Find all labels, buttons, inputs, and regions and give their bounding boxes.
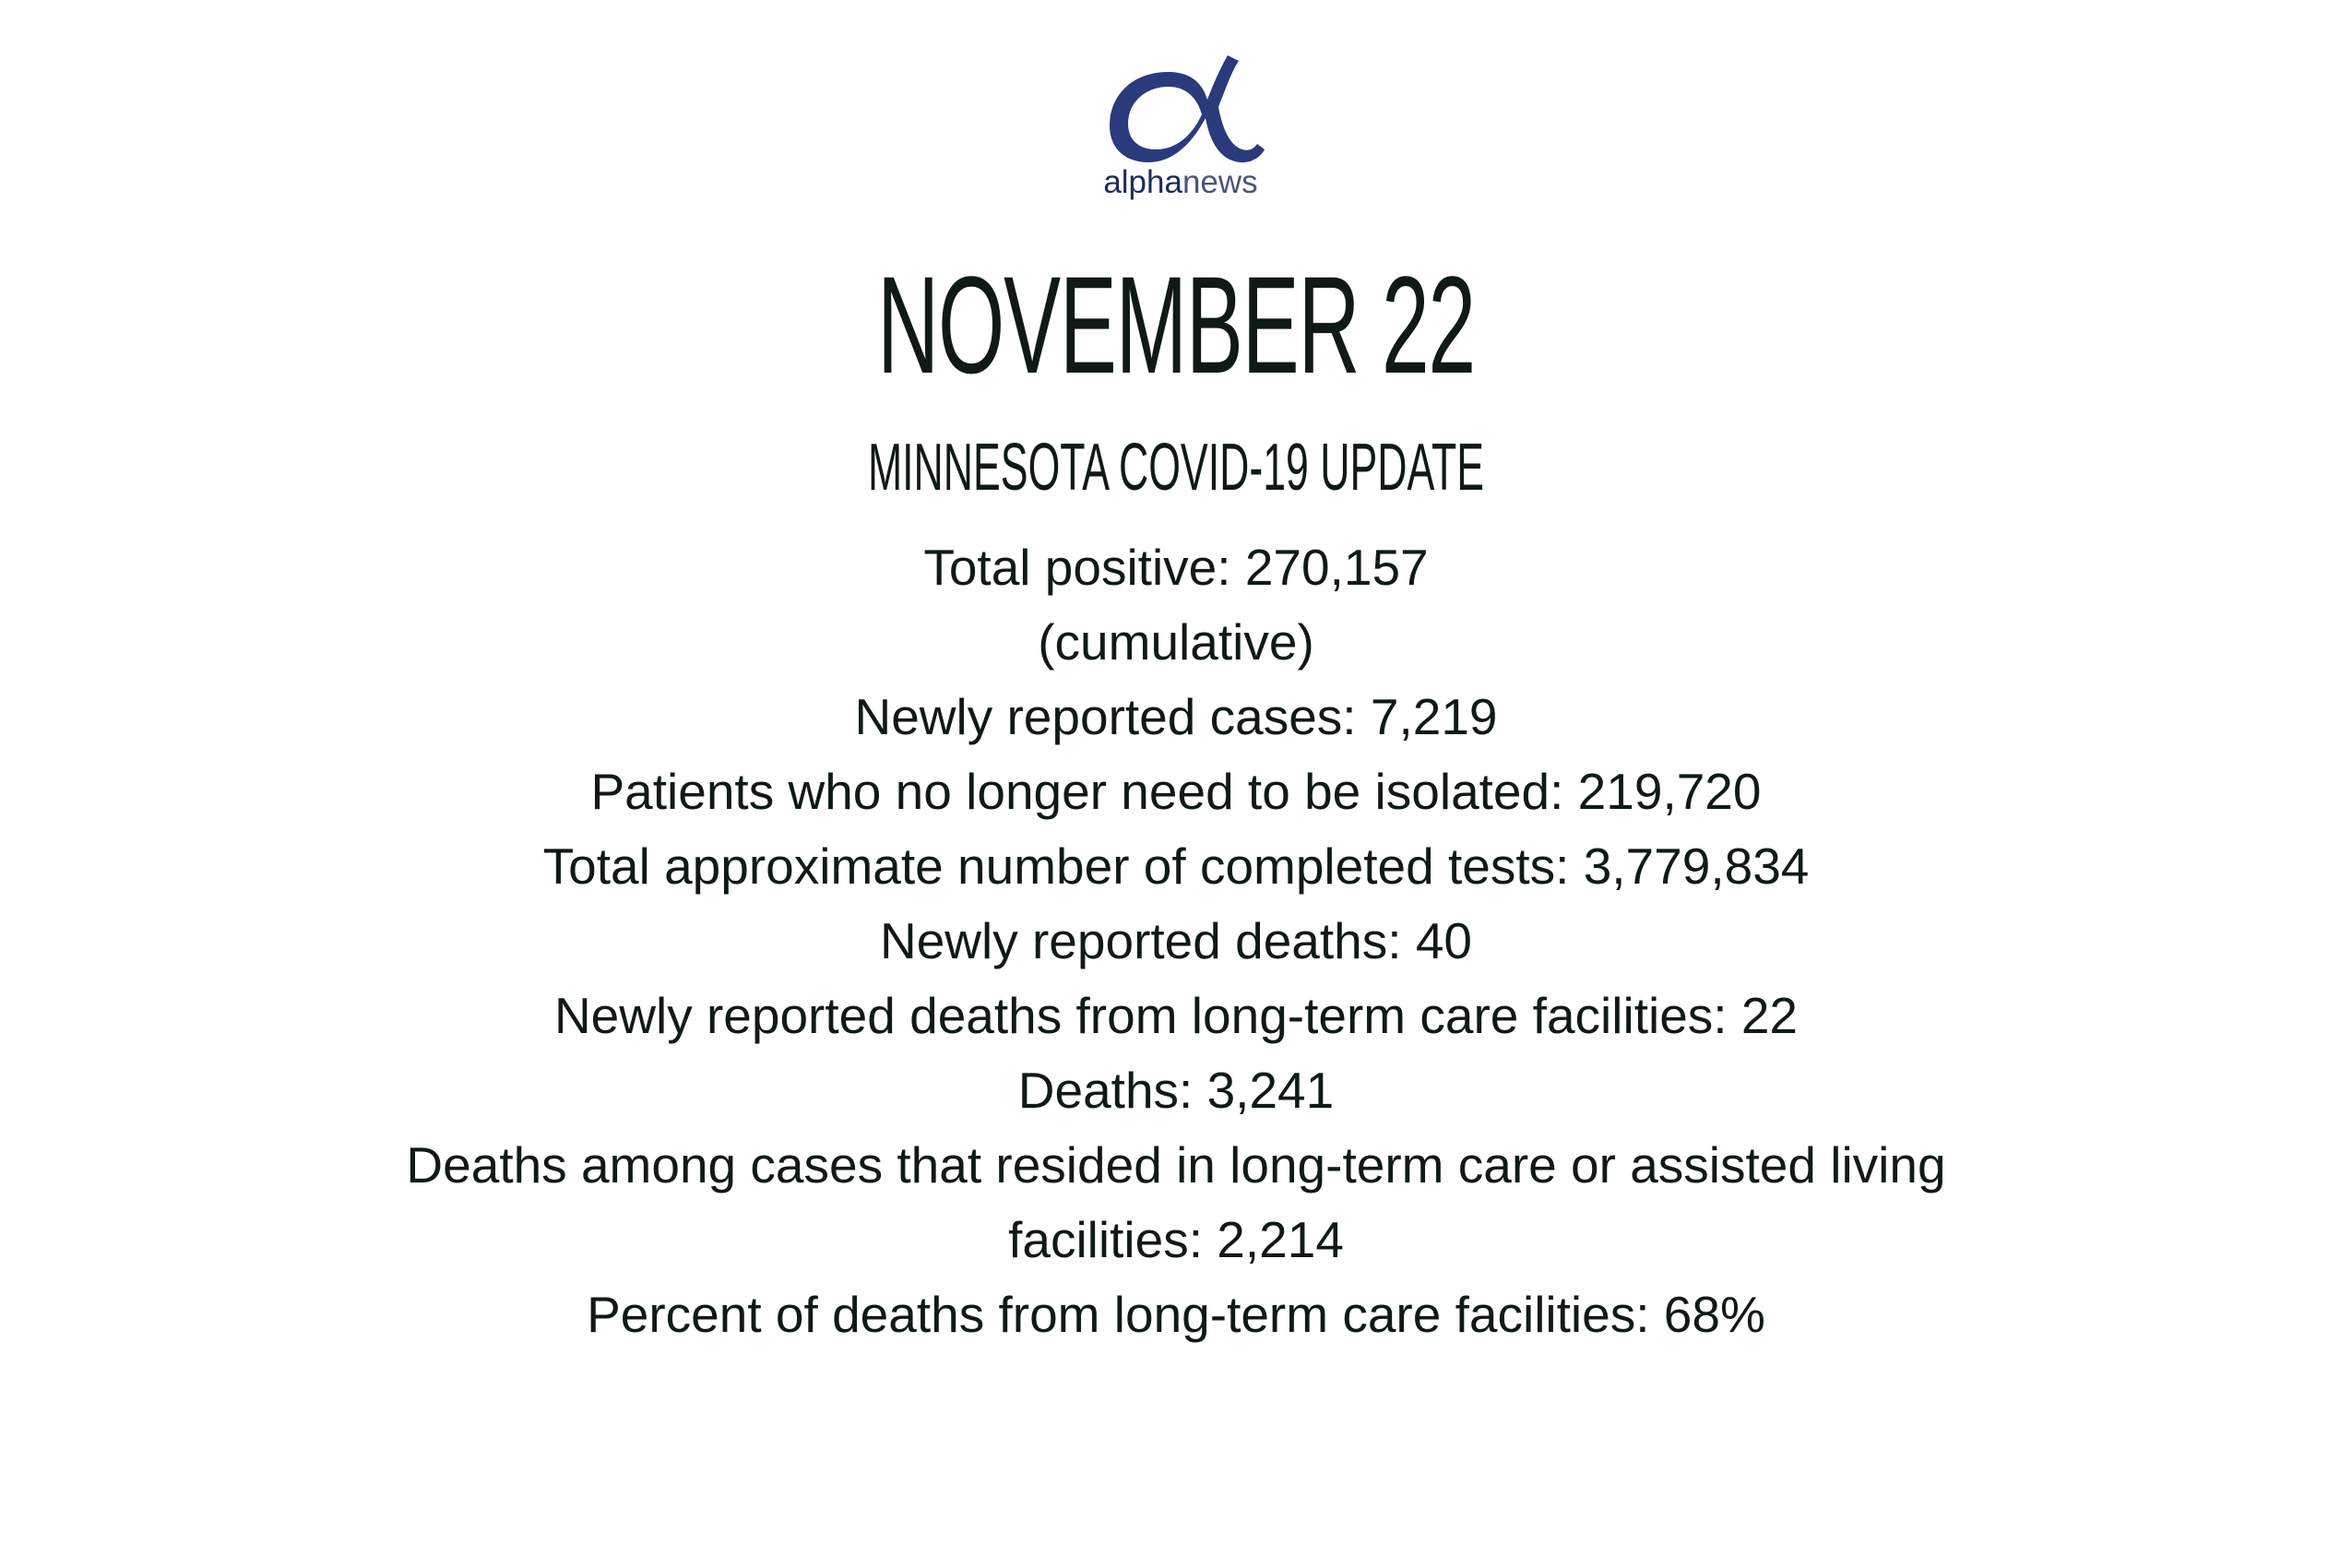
stat-new-cases: Newly reported cases: 7,219	[854, 688, 1498, 745]
logo-wordmark	[1093, 164, 1268, 201]
stat-new-deaths: Newly reported deaths: 40	[879, 912, 1473, 969]
alpha-icon	[1093, 53, 1268, 169]
update-subtitle: MINNESOTA COVID-19 UPDATE	[867, 431, 1485, 505]
stat-new-deaths-ltc: Newly reported deaths from long-term care facilities: 22	[553, 987, 1799, 1044]
stat-completed-tests: Total approximate number of completed tests: 3,779,834	[542, 837, 1810, 895]
stat-cumulative-note: (cumulative)	[1038, 613, 1314, 671]
logo-word-alpha: alpha	[1103, 164, 1182, 200]
logo-word-news: news	[1182, 164, 1258, 200]
stat-deaths: Deaths: 3,241	[1017, 1062, 1335, 1119]
stats-block	[332, 530, 2020, 1352]
alphanews-logo	[1093, 53, 1268, 210]
stat-total-positive: Total positive: 270,157	[923, 539, 1429, 596]
stat-percent-ltc: Percent of deaths from long-term care facilities: 68%	[587, 1286, 1765, 1343]
stat-deaths-ltc-line1: Deaths among cases that resided in long-term care or assisted living	[406, 1136, 1946, 1194]
stat-deaths-ltc-line2: facilities: 2,214	[1008, 1211, 1344, 1268]
date-title: NOVEMBER 22	[877, 247, 1475, 402]
stat-no-longer-isolated: Patients who no longer need to be isolated: 219,720	[590, 763, 1762, 820]
